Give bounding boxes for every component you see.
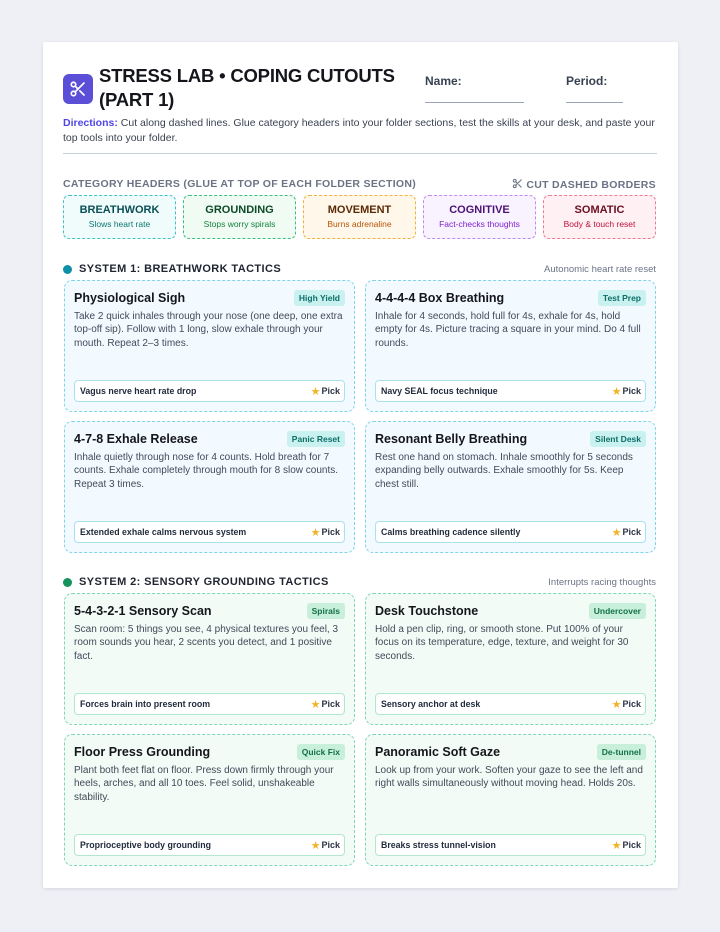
star-icon: ★ [611, 839, 622, 852]
cut-note [512, 178, 656, 192]
card-footer-text: Proprioceptive body grounding [80, 840, 211, 850]
card-tag: Panic Reset [287, 431, 345, 447]
card-footer-text: Navy SEAL focus technique [381, 386, 498, 396]
card-footer [375, 521, 646, 543]
directions [63, 116, 659, 146]
card-478-exhale [64, 421, 355, 553]
category-sub: Fact-checks thoughts [439, 219, 520, 229]
card-footer [74, 693, 345, 715]
directions-label: Directions: [63, 117, 118, 129]
card-panoramic-gaze [365, 734, 656, 866]
card-footer [375, 693, 646, 715]
category-somatic [543, 195, 656, 239]
category-sub: Slows heart rate [88, 219, 151, 229]
cut-note-text: CUT DASHED BORDERS [526, 179, 656, 191]
card-resonant-belly [365, 421, 656, 553]
card-footer [74, 834, 345, 856]
card-tag: High Yield [294, 290, 345, 306]
system-2-note: Interrupts racing thoughts [548, 577, 656, 588]
pick-checkbox[interactable] [311, 526, 340, 539]
category-grounding [183, 195, 296, 239]
card-footer-text: Forces brain into present room [80, 699, 211, 709]
star-icon: ★ [310, 698, 321, 711]
directions-text: Cut along dashed lines. Glue category headers into your folder sections, test the skills at your desk, and paste your top tools into your folder. [63, 117, 655, 144]
card-title: Resonant Belly Breathing [375, 432, 528, 446]
category-name: COGNITIVE [449, 204, 510, 216]
card-body: Plant both feet flat on floor. Press down firmly through your heels, arches, and all 10 toes. Feel solid, unshakeable stability. [74, 765, 334, 803]
card-desk-touchstone [365, 593, 656, 725]
card-title: Physiological Sigh [74, 291, 186, 305]
card-tag: Undercover [589, 603, 646, 619]
pick-label: Pick [321, 840, 340, 850]
section-dot-icon [63, 578, 72, 587]
pick-checkbox[interactable] [612, 839, 641, 852]
category-name: MOVEMENT [327, 204, 392, 216]
pick-checkbox[interactable] [311, 698, 340, 711]
pick-checkbox[interactable] [311, 385, 340, 398]
star-icon: ★ [611, 698, 622, 711]
system-2-title: SYSTEM 2: SENSORY GROUNDING TACTICS [79, 576, 329, 588]
divider [63, 153, 657, 154]
card-body: Rest one hand on stomach. Inhale smoothly for 5 seconds expanding belly outwards. Exhale smoothly for 5s. Keep chest still. [375, 452, 633, 490]
pick-checkbox[interactable] [612, 698, 641, 711]
card-footer-text: Calms breathing cadence silently [381, 527, 521, 537]
card-footer-text: Sensory anchor at desk [381, 699, 481, 709]
star-icon: ★ [310, 385, 321, 398]
system-1-note: Autonomic heart rate reset [544, 264, 656, 275]
card-footer [375, 834, 646, 856]
pick-checkbox[interactable] [612, 385, 641, 398]
star-icon: ★ [611, 385, 622, 398]
card-footer-text: Breaks stress tunnel-vision [381, 840, 496, 850]
category-movement [303, 195, 416, 239]
category-sub: Stops worry spirals [203, 219, 276, 229]
card-physiological-sigh [64, 280, 355, 412]
card-footer-text: Vagus nerve heart rate drop [80, 386, 197, 396]
star-icon: ★ [310, 839, 321, 852]
category-sub: Body & touch reset [563, 219, 636, 229]
worksheet-page [43, 42, 678, 888]
pick-label: Pick [622, 699, 641, 709]
card-body: Inhale quietly through nose for 4 counts. Hold breath for 7 counts. Exhale completely through mouth for 8 slow counts. Repeat 3 times. [74, 452, 339, 490]
card-footer [375, 380, 646, 402]
category-cognitive [423, 195, 536, 239]
card-title: 5-4-3-2-1 Sensory Scan [74, 604, 212, 618]
card-body: Take 2 quick inhales through your nose (one deep, one extra top-off sip). Follow with 1 long, slow exhale through your mouth. Repeat 2–3 times. [74, 311, 343, 349]
card-body: Inhale for 4 seconds, hold full for 4s, exhale for 4s, hold empty for 4s. Picture tracing a square in your mind. Do 4 full rounds. [375, 311, 641, 349]
pick-label: Pick [622, 386, 641, 396]
card-footer-text: Extended exhale calms nervous system [80, 527, 247, 537]
card-title: Floor Press Grounding [74, 745, 211, 759]
pick-label: Pick [321, 699, 340, 709]
star-icon: ★ [611, 526, 622, 539]
card-tag: De-tunnel [597, 744, 646, 760]
card-tag: Silent Desk [590, 431, 646, 447]
system-1-header [63, 263, 281, 275]
card-title: 4-4-4-4 Box Breathing [375, 291, 505, 305]
card-title: 4-7-8 Exhale Release [74, 432, 198, 446]
pick-checkbox[interactable] [612, 526, 641, 539]
name-field[interactable] [425, 102, 524, 103]
pick-checkbox[interactable] [311, 839, 340, 852]
period-label: Period: [566, 74, 608, 88]
category-name: GROUNDING [205, 204, 274, 216]
card-sensory-scan [64, 593, 355, 725]
card-body: Scan room: 5 things you see, 4 physical textures you feel, 3 room sounds you hear, 2 scents you detect, and 1 positive fact. [74, 624, 339, 662]
pick-label: Pick [622, 527, 641, 537]
pick-label: Pick [321, 386, 340, 396]
card-floor-press [64, 734, 355, 866]
card-title: Panoramic Soft Gaze [375, 745, 501, 759]
category-name: BREATHWORK [79, 204, 160, 216]
name-label: Name: [425, 74, 462, 88]
category-sub: Burns adrenaline [327, 219, 392, 229]
category-breathwork [63, 195, 176, 239]
card-footer [74, 380, 345, 402]
section-dot-icon [63, 265, 72, 274]
system-2-header [63, 576, 329, 588]
card-body: Look up from your work. Soften your gaze to see the left and right walls simultaneously without moving head. Holds 20s. [375, 765, 643, 790]
scissors-icon [63, 74, 93, 104]
pick-label: Pick [321, 527, 340, 537]
scissors-small-icon [512, 178, 523, 192]
card-tag: Quick Fix [297, 744, 345, 760]
category-headers-title: CATEGORY HEADERS (GLUE AT TOP OF EACH FOLDER SECTION) [63, 178, 417, 190]
category-name: SOMATIC [574, 204, 625, 216]
card-tag: Spirals [307, 603, 345, 619]
star-icon: ★ [310, 526, 321, 539]
card-title: Desk Touchstone [375, 604, 479, 618]
card-body: Hold a pen clip, ring, or smooth stone. Put 100% of your focus on its temperature, edge, texture, and weight for 30 seconds. [375, 624, 629, 662]
card-tag: Test Prep [598, 290, 646, 306]
pick-label: Pick [622, 840, 641, 850]
card-box-breathing [365, 280, 656, 412]
page-title: STRESS LAB • COPING CUTOUTS (PART 1) [99, 65, 395, 110]
card-footer [74, 521, 345, 543]
system-1-title: SYSTEM 1: BREATHWORK TACTICS [79, 263, 282, 275]
period-field[interactable] [566, 102, 623, 103]
